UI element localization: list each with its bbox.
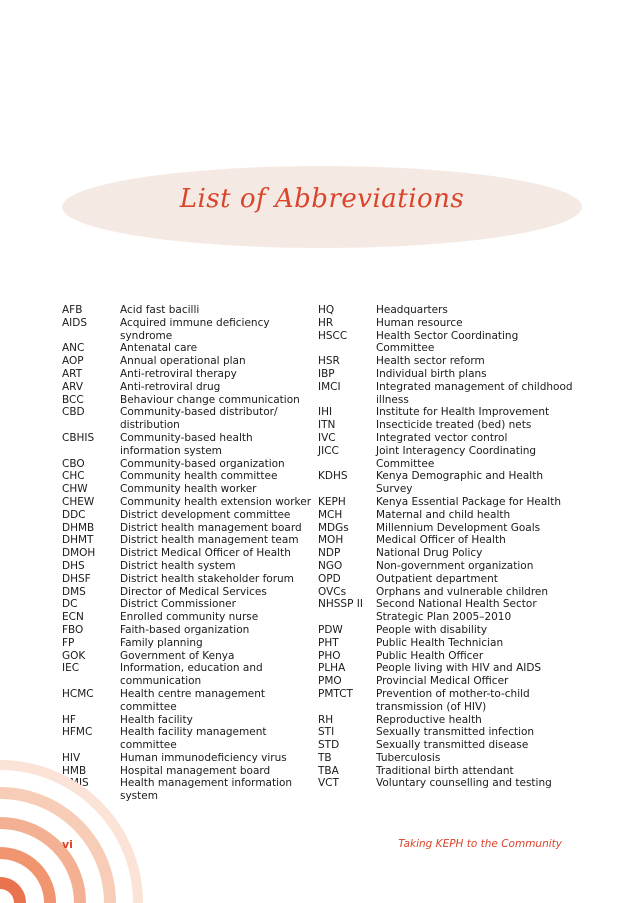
- abbreviation-definition: Sexually transmitted infection: [376, 726, 535, 739]
- abbreviation-term: NGO: [318, 559, 343, 572]
- abbreviation-definition: Health management information system: [120, 777, 293, 803]
- abbreviation-row: [318, 368, 576, 381]
- abbreviation-term: FP: [62, 636, 75, 649]
- abbreviation-definition: Community health extension worker: [120, 495, 312, 508]
- abbreviations-right-column: [318, 304, 576, 790]
- abbreviation-definition: Individual birth plans: [376, 367, 487, 380]
- abbreviation-definition: Orphans and vulnerable children: [376, 585, 549, 598]
- abbreviation-definition: Reproductive health: [376, 713, 482, 726]
- abbreviation-row: [62, 726, 312, 752]
- abbreviation-row: [318, 547, 576, 560]
- abbreviation-term: DHMB: [62, 521, 95, 534]
- abbreviation-definition: Information, education and communication: [120, 662, 263, 688]
- abbreviation-definition: Kenya Essential Package for Health: [376, 495, 561, 508]
- abbreviation-term: KEPH: [318, 495, 346, 508]
- abbreviation-row: [318, 765, 576, 778]
- abbreviation-term: VCT: [318, 777, 339, 790]
- abbreviation-term: STD: [318, 739, 340, 752]
- abbreviation-definition: Integrated management of childhood illness: [376, 380, 573, 406]
- abbreviation-definition: Joint Interagency Coordinating Committee: [376, 444, 537, 470]
- abbreviation-term: GOK: [62, 649, 86, 662]
- abbreviation-row: [62, 432, 312, 458]
- abbreviation-row: [62, 470, 312, 483]
- abbreviation-row: [62, 688, 312, 714]
- abbreviation-row: [318, 419, 576, 432]
- abbreviation-definition: Maternal and child health: [376, 508, 511, 521]
- abbreviation-definition: Community health committee: [120, 470, 278, 483]
- abbreviation-row: [318, 573, 576, 586]
- abbreviation-row: [318, 534, 576, 547]
- abbreviation-row: [62, 534, 312, 547]
- abbreviation-definition: Director of Medical Services: [120, 585, 267, 598]
- abbreviation-row: [318, 777, 576, 790]
- abbreviation-row: [62, 458, 312, 471]
- abbreviation-definition: Health facility: [120, 713, 193, 726]
- abbreviation-term: PMTCT: [318, 687, 353, 700]
- abbreviation-term: AIDS: [62, 316, 88, 329]
- abbreviation-term: PLHA: [318, 662, 346, 675]
- abbreviation-row: [62, 304, 312, 317]
- abbreviation-term: DDC: [62, 508, 86, 521]
- abbreviation-term: PHO: [318, 649, 341, 662]
- abbreviation-row: [62, 624, 312, 637]
- abbreviation-term: CHEW: [62, 495, 95, 508]
- abbreviation-row: [318, 675, 576, 688]
- abbreviation-term: CHW: [62, 483, 88, 496]
- abbreviation-definition: Acquired immune deficiency syndrome: [120, 316, 270, 342]
- abbreviations-left-column: [62, 304, 312, 803]
- abbreviation-term: DMOH: [62, 547, 96, 560]
- abbreviation-definition: Insecticide treated (bed) nets: [376, 419, 532, 432]
- abbreviation-row: [62, 406, 312, 432]
- abbreviation-term: CBD: [62, 406, 85, 419]
- abbreviation-definition: National Drug Policy: [376, 547, 483, 560]
- abbreviation-term: OVCs: [318, 585, 347, 598]
- abbreviation-row: [62, 662, 312, 688]
- abbreviation-row: [318, 637, 576, 650]
- abbreviation-row: [318, 726, 576, 739]
- abbreviation-row: [318, 432, 576, 445]
- abbreviation-row: [318, 445, 576, 471]
- abbreviation-term: HIV: [62, 751, 81, 764]
- abbreviation-term: IVC: [318, 431, 336, 444]
- abbreviation-definition: Behaviour change communication: [120, 393, 300, 406]
- abbreviation-term: HFMC: [62, 726, 93, 739]
- abbreviation-row: [62, 368, 312, 381]
- abbreviation-term: MDGs: [318, 521, 349, 534]
- abbreviation-term: HSR: [318, 355, 340, 368]
- abbreviation-term: DMS: [62, 585, 86, 598]
- abbreviation-row: [62, 317, 312, 343]
- abbreviation-row: [318, 406, 576, 419]
- abbreviation-row: [318, 304, 576, 317]
- abbreviation-term: OPD: [318, 572, 341, 585]
- abbreviation-definition: Sexually transmitted disease: [376, 739, 529, 752]
- abbreviation-definition: Community-based health information system: [120, 431, 253, 457]
- abbreviation-term: BCC: [62, 393, 84, 406]
- abbreviation-definition: Institute for Health Improvement: [376, 406, 550, 419]
- abbreviation-row: [62, 560, 312, 573]
- abbreviation-definition: Hospital management board: [120, 764, 271, 777]
- abbreviation-definition: Kenya Demographic and Health Survey: [376, 470, 543, 496]
- page-number: vi: [62, 838, 73, 851]
- abbreviation-row: [62, 355, 312, 368]
- abbreviation-definition: Health Sector Coordinating Committee: [376, 329, 519, 355]
- abbreviation-definition: Public Health Officer: [376, 649, 484, 662]
- abbreviation-definition: Anti-retroviral therapy: [120, 367, 237, 380]
- abbreviation-definition: Family planning: [120, 636, 203, 649]
- abbreviation-row: [62, 637, 312, 650]
- abbreviation-definition: Annual operational plan: [120, 355, 246, 368]
- abbreviation-term: ARV: [62, 380, 84, 393]
- abbreviation-term: PHT: [318, 636, 339, 649]
- abbreviation-term: IEC: [62, 662, 80, 675]
- abbreviation-term: HMB: [62, 764, 87, 777]
- abbreviation-definition: District health system: [120, 559, 236, 572]
- abbreviation-definition: Health centre management committee: [120, 687, 266, 713]
- abbreviation-definition: Government of Kenya: [120, 649, 235, 662]
- abbreviation-definition: Community-based organization: [120, 457, 285, 470]
- abbreviation-row: [318, 714, 576, 727]
- abbreviation-definition: District health stakeholder forum: [120, 572, 294, 585]
- abbreviation-definition: District Commissioner: [120, 598, 236, 611]
- abbreviation-definition: Human immunodeficiency virus: [120, 751, 287, 764]
- abbreviation-definition: Millennium Development Goals: [376, 521, 541, 534]
- abbreviation-definition: Prevention of mother-to-child transmission (of HIV): [376, 687, 530, 713]
- abbreviation-definition: Community health worker: [120, 483, 257, 496]
- abbreviation-row: [318, 496, 576, 509]
- abbreviation-definition: Integrated vector control: [376, 431, 508, 444]
- abbreviation-row: [62, 522, 312, 535]
- abbreviation-definition: Human resource: [376, 316, 463, 329]
- abbreviation-row: [62, 496, 312, 509]
- running-title: Taking KEPH to the Community: [398, 838, 562, 850]
- abbreviation-definition: Headquarters: [376, 304, 448, 316]
- abbreviation-definition: People with disability: [376, 623, 488, 636]
- abbreviation-definition: Anti-retroviral drug: [120, 380, 221, 393]
- abbreviation-row: [318, 598, 576, 624]
- abbreviation-term: HMIS: [62, 777, 89, 790]
- abbreviation-term: DHS: [62, 559, 85, 572]
- abbreviation-row: [62, 650, 312, 663]
- abbreviation-definition: Faith-based organization: [120, 623, 250, 636]
- page-title: List of Abbreviations: [179, 184, 465, 214]
- abbreviation-definition: People living with HIV and AIDS: [376, 662, 542, 675]
- abbreviation-term: NDP: [318, 547, 341, 560]
- abbreviation-row: [318, 317, 576, 330]
- abbreviation-row: [62, 394, 312, 407]
- abbreviation-term: DHMT: [62, 534, 94, 547]
- abbreviation-term: DC: [62, 598, 78, 611]
- abbreviation-row: [318, 752, 576, 765]
- abbreviation-definition: Traditional birth attendant: [376, 764, 514, 777]
- abbreviation-term: CHC: [62, 470, 85, 483]
- abbreviation-term: HR: [318, 316, 334, 329]
- abbreviation-term: CBHIS: [62, 431, 95, 444]
- abbreviation-term: HSCC: [318, 329, 348, 342]
- abbreviation-row: [318, 650, 576, 663]
- abbreviation-row: [318, 355, 576, 368]
- abbreviation-row: [62, 598, 312, 611]
- abbreviation-definition: Second National Health Sector Strategic Plan 2005–2010: [376, 598, 537, 624]
- abbreviation-row: [318, 739, 576, 752]
- abbreviation-definition: District health management team: [120, 534, 299, 547]
- abbreviation-definition: Non-government organization: [376, 559, 534, 572]
- abbreviation-term: IHI: [318, 406, 333, 419]
- abbreviation-definition: Outpatient department: [376, 572, 498, 585]
- abbreviation-row: [62, 381, 312, 394]
- abbreviation-row: [318, 560, 576, 573]
- abbreviation-row: [318, 509, 576, 522]
- abbreviation-term: KDHS: [318, 470, 348, 483]
- abbreviation-row: [318, 624, 576, 637]
- abbreviation-term: AFB: [62, 304, 83, 316]
- abbreviation-row: [318, 586, 576, 599]
- abbreviation-term: DHSF: [62, 572, 91, 585]
- abbreviation-definition: Community-based distributor/ distribution: [120, 406, 278, 432]
- abbreviation-term: PDW: [318, 623, 343, 636]
- abbreviation-term: TBA: [318, 764, 339, 777]
- abbreviation-row: [62, 509, 312, 522]
- abbreviation-term: CBO: [62, 457, 85, 470]
- abbreviation-term: HCMC: [62, 687, 94, 700]
- abbreviation-definition: Health facility management committee: [120, 726, 267, 752]
- abbreviation-definition: District Medical Officer of Health: [120, 547, 291, 560]
- abbreviation-term: NHSSP II: [318, 598, 363, 611]
- abbreviation-term: RH: [318, 713, 334, 726]
- abbreviation-term: MCH: [318, 508, 343, 521]
- abbreviation-row: [318, 381, 576, 407]
- abbreviation-term: ITN: [318, 419, 336, 432]
- abbreviation-row: [318, 662, 576, 675]
- abbreviation-row: [318, 688, 576, 714]
- abbreviation-row: [62, 483, 312, 496]
- abbreviation-row: [62, 586, 312, 599]
- abbreviation-definition: Voluntary counselling and testing: [376, 777, 552, 790]
- abbreviation-term: ANC: [62, 342, 85, 355]
- abbreviation-term: MOH: [318, 534, 344, 547]
- abbreviation-row: [62, 714, 312, 727]
- abbreviation-term: AOP: [62, 355, 84, 368]
- corner-arc-decoration: [0, 753, 150, 903]
- abbreviation-row: [318, 522, 576, 535]
- abbreviation-term: JICC: [318, 444, 339, 457]
- abbreviation-definition: Acid fast bacilli: [120, 304, 200, 316]
- abbreviation-term: IBP: [318, 367, 335, 380]
- abbreviation-row: [318, 330, 576, 356]
- abbreviation-row: [62, 547, 312, 560]
- abbreviation-definition: Enrolled community nurse: [120, 611, 259, 624]
- abbreviation-definition: District health management board: [120, 521, 302, 534]
- abbreviation-definition: Provincial Medical Officer: [376, 675, 509, 688]
- abbreviation-term: TB: [318, 751, 332, 764]
- abbreviation-term: HQ: [318, 304, 335, 316]
- abbreviation-definition: Medical Officer of Health: [376, 534, 506, 547]
- abbreviation-term: ECN: [62, 611, 84, 624]
- abbreviation-row: [62, 611, 312, 624]
- abbreviation-definition: District development committee: [120, 508, 291, 521]
- abbreviation-term: IMCI: [318, 380, 341, 393]
- abbreviation-term: HF: [62, 713, 76, 726]
- abbreviation-term: FBO: [62, 623, 84, 636]
- abbreviation-term: ART: [62, 367, 83, 380]
- abbreviation-definition: Public Health Technician: [376, 636, 504, 649]
- abbreviation-term: STI: [318, 726, 335, 739]
- abbreviation-definition: Antenatal care: [120, 342, 198, 355]
- abbreviation-term: PMO: [318, 675, 342, 688]
- abbreviation-row: [62, 573, 312, 586]
- abbreviation-row: [318, 470, 576, 496]
- abbreviation-row: [62, 342, 312, 355]
- abbreviation-definition: Tuberculosis: [376, 751, 441, 764]
- abbreviation-definition: Health sector reform: [376, 355, 485, 368]
